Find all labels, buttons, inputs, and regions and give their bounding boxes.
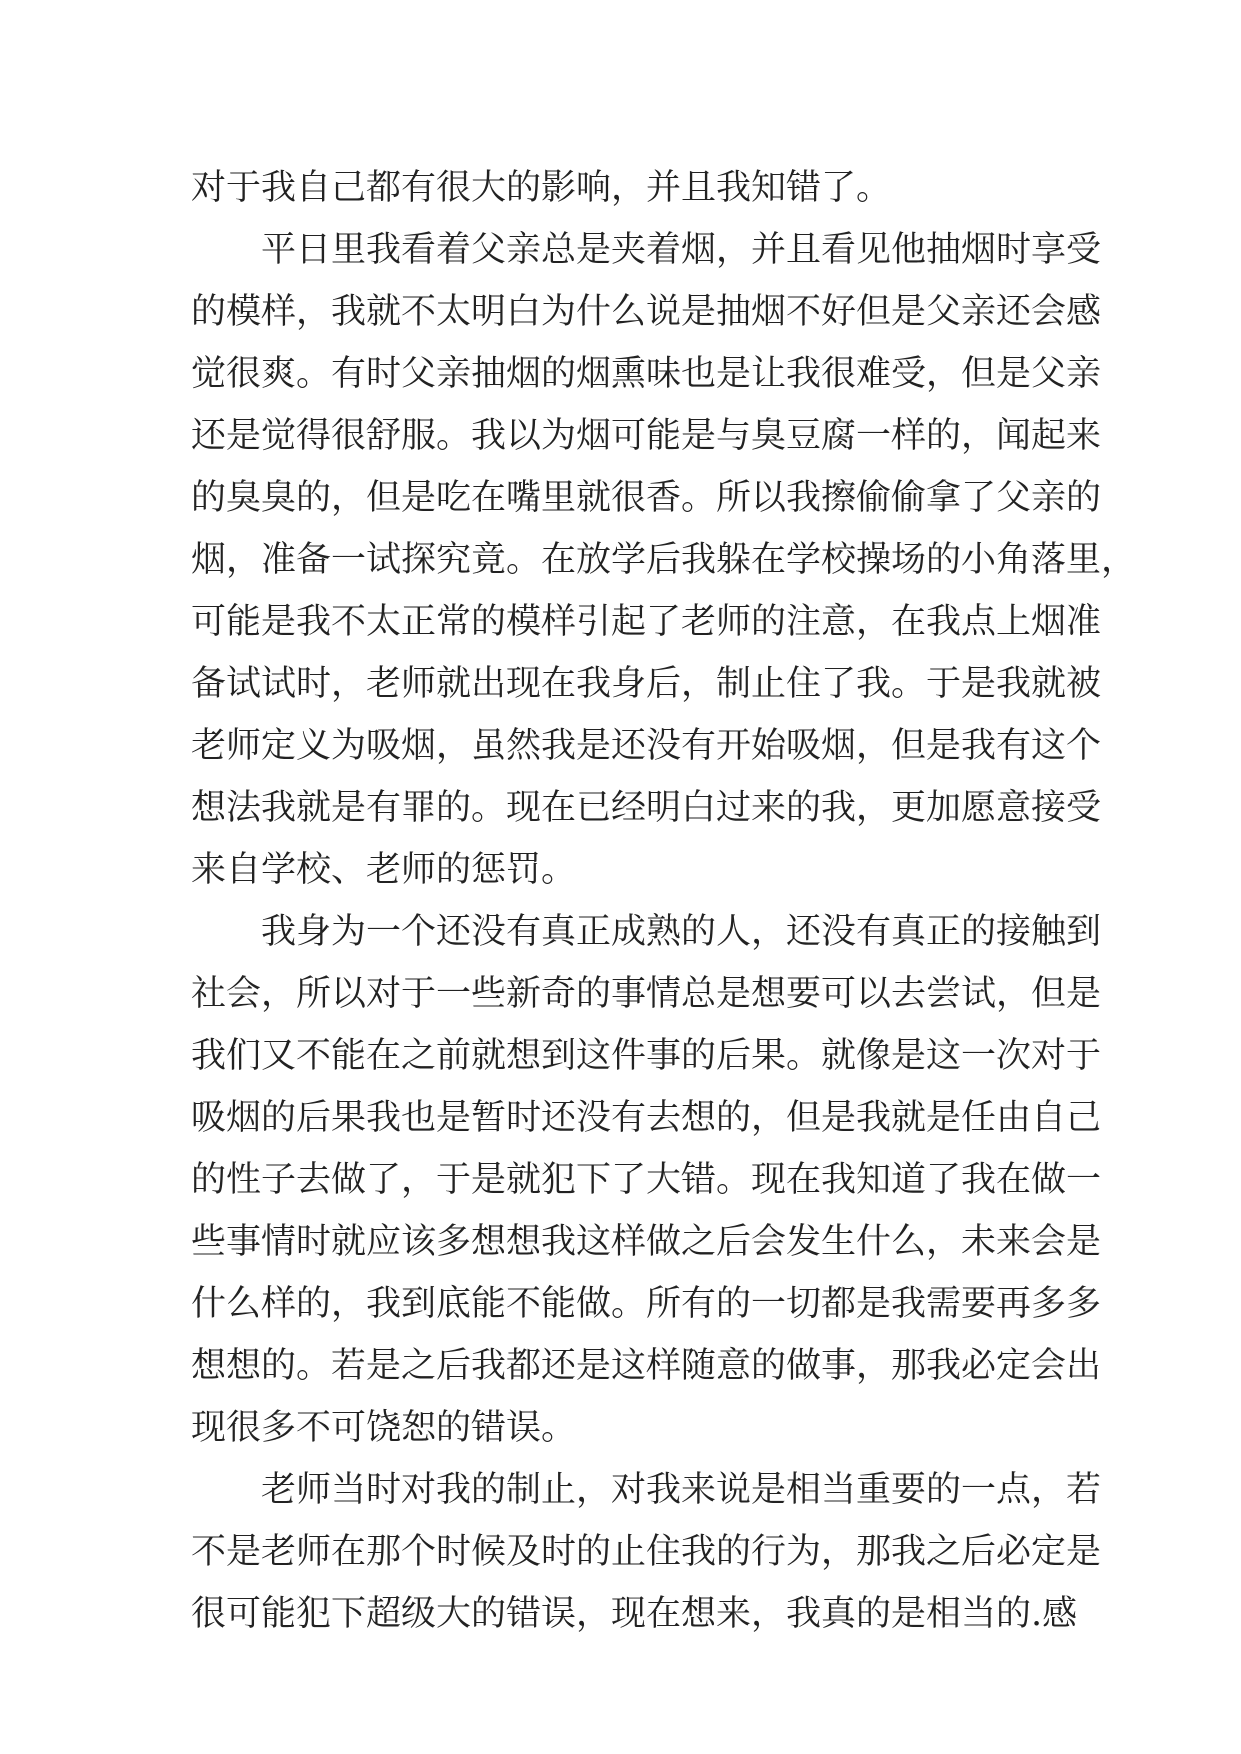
text-line: 些事情时就应该多想想我这样做之后会发生什么，未来会是: [191, 1222, 1102, 1262]
text-line: 我们又不能在之前就想到这件事的后果。就像是这一次对于: [191, 1036, 1102, 1076]
text-line: 很可能犯下超级大的错误，现在想来，我真的是相当的.感: [191, 1594, 1078, 1634]
paragraph-4: [191, 1459, 1102, 1645]
text-line: 吸烟的后果我也是暂时还没有去想的，但是我就是任由自己: [191, 1098, 1102, 1138]
text-line: 烟，准备一试探究竟。在放学后我躲在学校操场的小角落里，: [191, 540, 1137, 580]
text-line: 还是觉得很舒服。我以为烟可能是与臭豆腐一样的，闻起来: [191, 416, 1102, 456]
text-line: 老师定义为吸烟，虽然我是还没有开始吸烟，但是我有这个: [191, 726, 1102, 766]
text-line: 平日里我看着父亲总是夹着烟，并且看见他抽烟时享受: [261, 230, 1102, 270]
text-line: 不是老师在那个时候及时的止住我的行为，那我之后必定是: [191, 1532, 1102, 1572]
paragraph-1: [191, 157, 1051, 219]
text-line: 什么样的，我到底能不能做。所有的一切都是我需要再多多: [191, 1284, 1102, 1324]
text-line: 社会，所以对于一些新奇的事情总是想要可以去尝试，但是: [191, 974, 1102, 1014]
paragraph-3: [191, 901, 1102, 1459]
text-line: 想想的。若是之后我都还是这样随意的做事，那我必定会出: [191, 1346, 1102, 1386]
text-line: 想法我就是有罪的。现在已经明白过来的我，更加愿意接受: [191, 788, 1102, 828]
text-line: 老师当时对我的制止，对我来说是相当重要的一点，若: [261, 1470, 1102, 1510]
text-line: 可能是我不太正常的模样引起了老师的注意，在我点上烟准: [191, 602, 1102, 642]
paragraph-2: [191, 219, 1137, 901]
text-line: 备试试时，老师就出现在我身后，制止住了我。于是我就被: [191, 664, 1102, 704]
text-line: 对于我自己都有很大的影响，并且我知错了。: [191, 168, 892, 208]
text-line: 我身为一个还没有真正成熟的人，还没有真正的接触到: [261, 912, 1102, 952]
text-line: 的模样，我就不太明白为什么说是抽烟不好但是父亲还会感: [191, 292, 1102, 332]
text-line: 的臭臭的，但是吃在嘴里就很香。所以我擦偷偷拿了父亲的: [191, 478, 1102, 518]
text-line: 现很多不可饶恕的错误。: [191, 1408, 577, 1448]
text-line: 的性子去做了，于是就犯下了大错。现在我知道了我在做一: [191, 1160, 1102, 1200]
body-text: [191, 157, 1137, 1645]
text-line: 觉很爽。有时父亲抽烟的烟熏味也是让我很难受，但是父亲: [191, 354, 1102, 394]
text-line: 来自学校、老师的惩罚。: [191, 850, 577, 890]
